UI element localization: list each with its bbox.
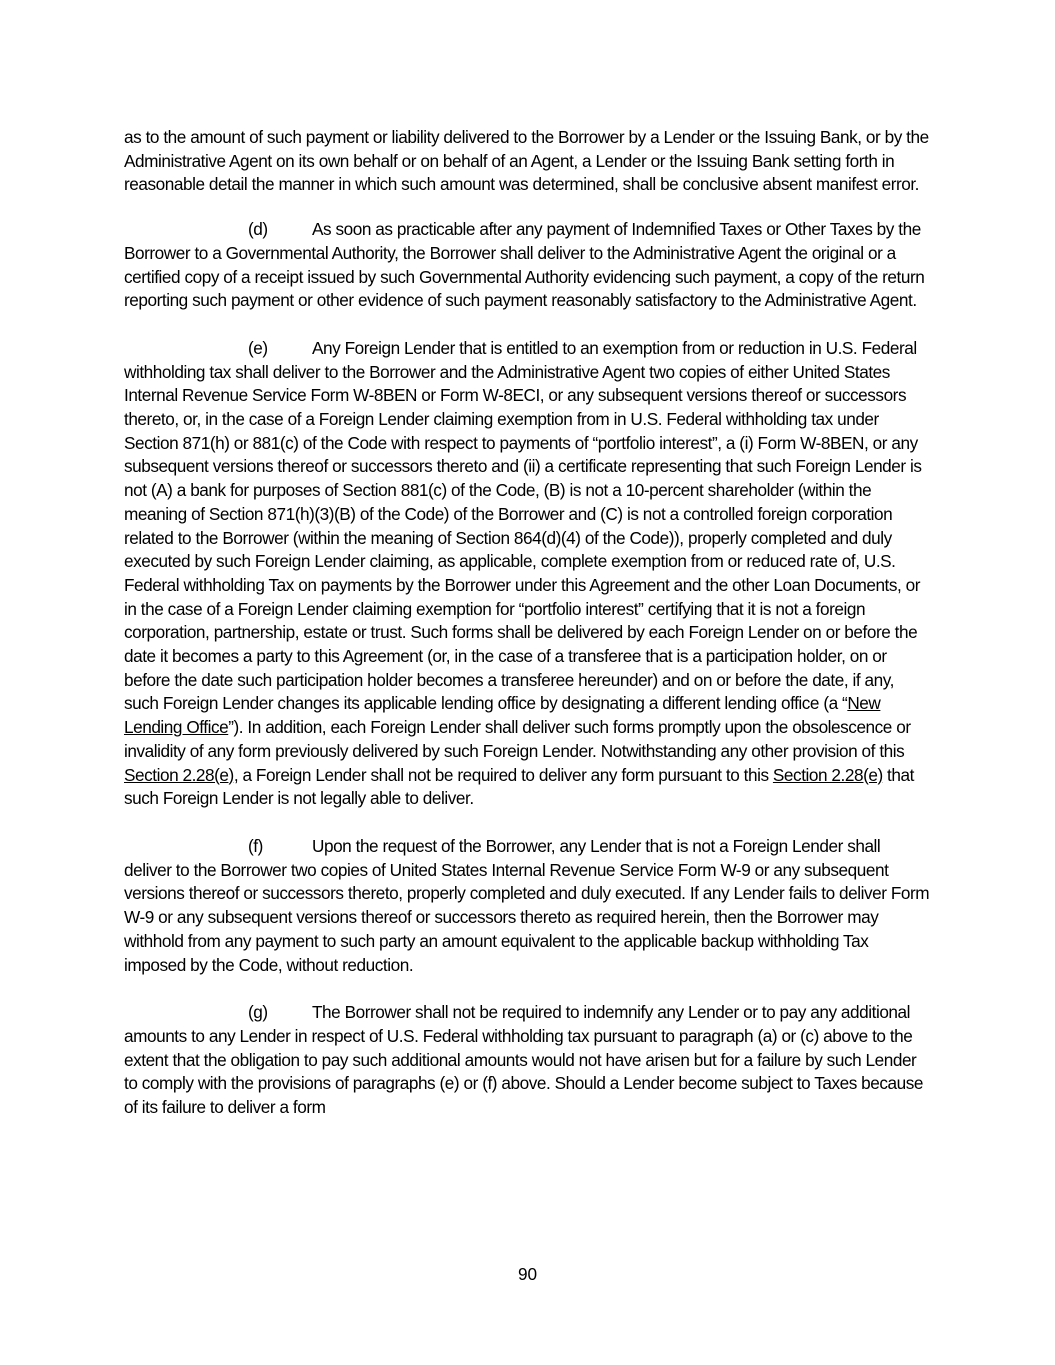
paragraph-d <box>124 218 932 313</box>
paragraph-text: Upon the request of the Borrower, any Lender that is not a Foreign Lender shall deliver to the Borrower two copies of United States Internal Revenue Service Form W-9 or any subsequent versions thereof or successors thereto, properly completed and duly executed. If any Lender fails to deliver Form W-9 or any subsequent versions thereof or successors thereto as required herein, then the Borrower may withhold from any payment to such party an amount equivalent to the applicable backup withholding Tax imposed by the Code, without reduction. <box>124 835 930 975</box>
paragraph-marker: (e) <box>248 337 268 358</box>
paragraph-text: , a Foreign Lender shall not be required to deliver any form pursuant to this <box>233 764 773 785</box>
section-reference: Section 2.28(e) <box>772 764 883 785</box>
paragraph-text: that such Foreign Lender is not legally able to deliver. <box>124 764 914 809</box>
section-reference: Section 2.28(e) <box>124 764 234 785</box>
document-body <box>124 126 932 1144</box>
page-number: 90 <box>517 1264 538 1284</box>
paragraph-text: As soon as practicable after any payment of Indemnified Taxes or Other Taxes by the Borrower to a Governmental Authority, the Borrower shall deliver to the Administrative Agent the original or a certified copy of a receipt issued by such Governmental Authority evidencing such payment, a copy of the return reporting such payment or other evidence of such payment reasonably satisfactory to the Administrative Agent. <box>124 219 925 311</box>
paragraph-g <box>124 1001 932 1120</box>
paragraph-marker: (g) <box>248 1002 268 1023</box>
paragraph-f <box>124 835 932 977</box>
paragraph-e <box>124 337 932 811</box>
paragraph-text: Any Foreign Lender that is entitled to an exemption from or reduction in U.S. Federal withholding tax shall deliver to the Borrower and the Administrative Agent two copies of either United States Internal Revenue Service Form W-8BEN or Form W-8ECI, or any subsequent versions thereof or successors thereto, or, in the case of a Foreign Lender claiming exemption from in U.S. Federal withholding tax under Section 871(h) or 881(c) of the Code with respect to payments of “portfolio interest”, a (i) Form W-8BEN, or any subsequent versions thereof or successors thereto and (ii) a certificate representing that such Foreign Lender is not (A) a bank for purposes of Section 881(c) of the Code, (B) is not a 10-percent shareholder (within the meaning of Section 871(h)(3)(B) of the Code) of the Borrower and (C) is not a controlled foreign corporation related to the Borrower (within the meaning of Section 864(d)(4) of the Code)), properly completed and duly executed by such Foreign Lender claiming, as applicable, complete exemption from or reduced rate of, U.S. Federal withholding Tax on payments by the Borrower under this Agreement and the other Loan Documents, or in the case of a Foreign Lender claiming exemption for “portfolio interest” certifying that it is not a foreign corporation, partnership, estate or trust. Such forms shall be delivered by each Foreign Lender on or before the date it becomes a party to this Agreement (or, in the case of a transferee that is a participation holder, on or before the date such participation holder becomes a transferee hereunder) and on or before the date, if any, such Foreign Lender changes its applicable lending office by designating a different lending office (a “ <box>124 337 922 714</box>
paragraph-c-continuation <box>124 126 932 197</box>
paragraph-text: The Borrower shall not be required to indemnify any Lender or to pay any additional amounts to any Lender in respect of U.S. Federal withholding tax pursuant to paragraph (a) or (c) above to the extent that the obligation to pay such additional amounts would not have arisen but for a failure by such Lender to comply with the provisions of paragraphs (e) or (f) above. Should a Lender become subject to Taxes because of its failure to deliver a form <box>124 1002 924 1118</box>
paragraph-text: ”). In addition, each Foreign Lender shall deliver such forms promptly upon the obsolescence or invalidity of any form previously delivered by such Foreign Lender. Notwithstanding any other provision of this <box>124 717 911 761</box>
paragraph-marker: (f) <box>248 835 263 856</box>
defined-term-new-lending-office: New Lending Office <box>124 693 881 738</box>
paragraph-text: as to the amount of such payment or liability delivered to the Borrower by a Lender or the Issuing Bank, or by the Administrative Agent on its own behalf or on behalf of an Agent, a Lender or the Issuing Bank setting forth in reasonable detail the manner in which such amount was determined, shall be conclusive absent manifest error. <box>124 127 929 195</box>
paragraph-marker: (d) <box>248 219 268 240</box>
